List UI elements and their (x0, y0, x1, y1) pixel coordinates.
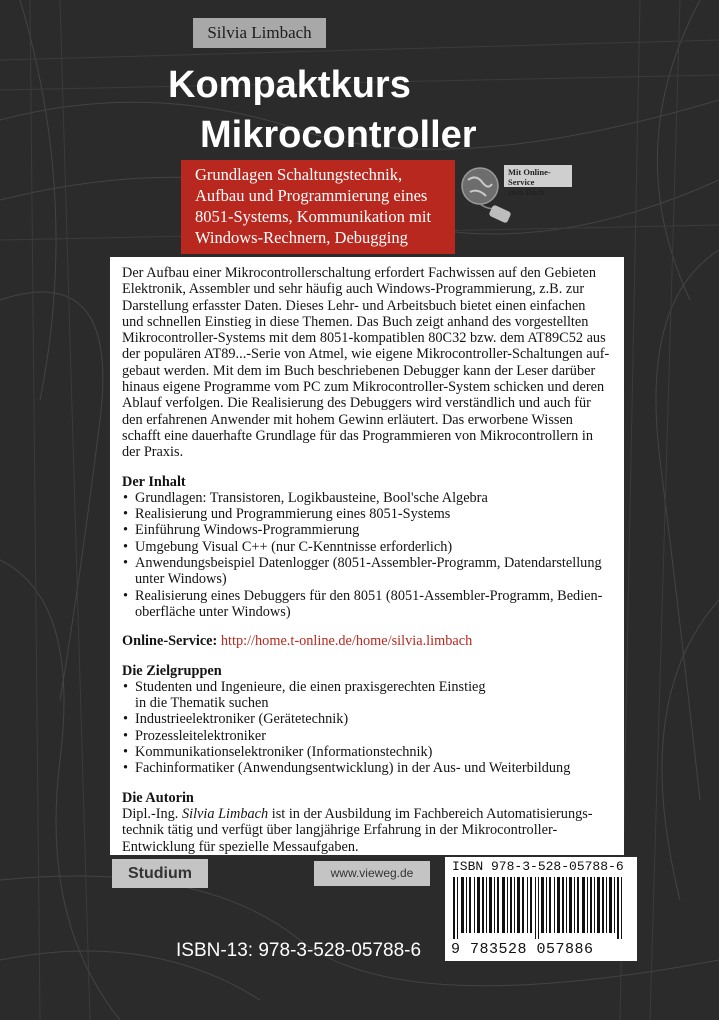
audience-section (122, 663, 618, 777)
list-item: • Studenten und Ingenieure, die einen praxisgerechten Einstieg in die Thematik suchen (122, 679, 618, 712)
list-item: • Industrieelektroniker (Gerätetechnik) (122, 711, 618, 727)
intro-line: Mikrocontroller-Systems mit dem 8051-kompatiblen 80C32 bzw. dem AT89C52 aus (122, 330, 606, 347)
list-item: • Fachinformatiker (Anwendungsentwicklung) in der Aus- und Weiterbildung (122, 760, 618, 776)
subtitle-line: 8051-Systems, Kommunikation mit (195, 207, 432, 226)
author-section (122, 790, 618, 855)
book-title (168, 60, 588, 160)
intro-line: gebaut werden. Mit dem im Buch beschriebenen Debugger kann der Leser darüber (122, 362, 596, 379)
audience-list (122, 679, 618, 777)
intro-line: hinaus eigene Programme vom PC zum Mikrocontroller-System schicken und deren (122, 379, 605, 396)
series-label-studium: Studium (112, 859, 208, 888)
list-item: • Realisierung eines Debuggers für den 8051 (8051-Assembler-Programm, Bedien- oberfläche unter Windows) (122, 588, 618, 621)
subtitle-line: Grundlagen Schaltungstechnik, (195, 165, 403, 184)
title-line-1: Kompaktkurs (168, 64, 411, 106)
list-item: • Prozessleitelektroniker (122, 728, 618, 744)
intro-line: Ablauf verfolgen. Die Realisierung des Debuggers wird verständlich und auch für (122, 395, 591, 412)
barcode-graphic (451, 877, 631, 939)
subtitle-box (181, 160, 455, 254)
barcode-isbn-text: ISBN 978-3-528-05788-6 (452, 859, 624, 874)
contents-section (122, 474, 618, 621)
title-line-2: Mikrocontroller (200, 114, 477, 156)
online-service-line (122, 633, 618, 649)
intro-line: schafft eine dauerhafte Grundlage für das Programmieren von Mikrocontrollern in (122, 427, 593, 444)
online-service-badge (504, 165, 572, 197)
online-service-label: Online-Service: (122, 633, 218, 650)
intro-line: Elektronik, Assembler und sehr häufig auch Windows-Programmierung, z.B. zur (122, 281, 585, 298)
author-name-label: Silvia Limbach (193, 18, 326, 48)
list-item: • Kommunikationselektroniker (Informationstechnik) (122, 744, 618, 760)
author-bio: Dipl.-Ing. Silvia Limbach ist in der Ausbildung im Fachbereich Automatisierungs- technik tätig und verfügt über langjährige Erfahrung in der Mikrocontroller- Entwicklung für spezielle Messaufgaben. (122, 805, 593, 855)
online-badge-line: zum Buch (508, 187, 545, 197)
online-service-link[interactable]: http://home.t-online.de/home/silvia.limbach (220, 633, 473, 650)
intro-line: und schnellen Einstieg in diese Themen. Das Buch zeigt anhand des vorgestellten (122, 313, 589, 330)
author-name-italic: Silvia Limbach (181, 805, 269, 822)
list-item: • Realisierung und Programmierung eines 8051-Systems (122, 506, 618, 522)
author-heading: Die Autorin (122, 789, 194, 806)
intro-line: den erfahrenen Anwender mit hohem Gewinn erläutert. Das erworbene Wissen (122, 411, 573, 428)
intro-line: der Praxis. (122, 444, 184, 461)
publisher-url-label: www.vieweg.de (314, 861, 430, 886)
contents-list (122, 490, 618, 620)
online-service-emblem (460, 162, 580, 227)
list-item: • Anwendungsbeispiel Datenlogger (8051-Assembler-Programm, Datendarstellung unter Windows) (122, 555, 618, 588)
intro-line: der populären AT89...-Serie von Atmel, wie eigene Mikrocontroller-Schaltungen auf- (122, 346, 610, 363)
intro-line: Der Aufbau einer Mikrocontrollerschaltung erfordert Fachwissen auf den Gebieten (122, 265, 597, 281)
intro-line: Darstellung erfasster Daten. Dieses Lehr- und Arbeitsbuch bietet einen einfachen (122, 297, 586, 314)
subtitle-line: Windows-Rechnern, Debugging (195, 228, 408, 247)
audience-heading: Die Zielgruppen (122, 662, 222, 679)
blurb-panel (110, 257, 624, 855)
barcode-digits: 9 783528 057886 (451, 941, 594, 958)
isbn13-label: ISBN-13: 978-3-528-05788-6 (176, 940, 422, 961)
list-item: • Einführung Windows-Programmierung (122, 522, 618, 538)
online-badge-line: Mit Online-Service (508, 167, 551, 187)
intro-paragraph (122, 265, 618, 461)
list-item: • Grundlagen: Transistoren, Logikbausteine, Bool'sche Algebra (122, 490, 618, 506)
barcode-panel (445, 857, 637, 961)
list-item: • Umgebung Visual C++ (nur C-Kenntnisse erforderlich) (122, 539, 618, 555)
contents-heading: Der Inhalt (122, 473, 186, 490)
subtitle-line: Aufbau und Programmierung eines (195, 186, 428, 205)
